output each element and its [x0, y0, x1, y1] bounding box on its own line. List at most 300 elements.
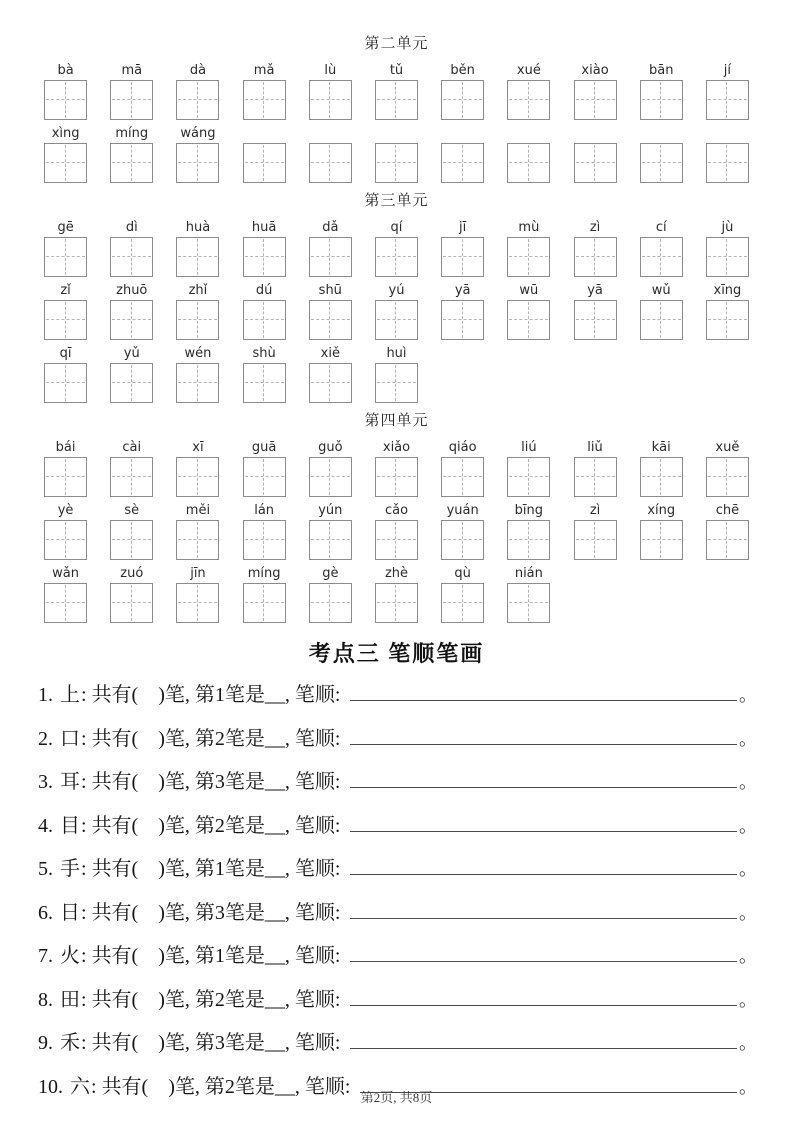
answer-underline[interactable]	[350, 960, 737, 962]
unit-section	[0, 189, 793, 407]
question-character: 禾	[60, 1032, 80, 1054]
writing-grid-box[interactable]	[176, 583, 219, 623]
grid-cell	[430, 218, 496, 281]
writing-grid-box[interactable]	[176, 80, 219, 120]
question-text-part2: 笔是__, 笔顺:	[234, 1075, 351, 1098]
writing-grid-box[interactable]	[176, 237, 219, 277]
question-period: 。	[739, 946, 757, 966]
question-stroke-number: 2	[224, 1075, 235, 1098]
grid-cell	[562, 281, 628, 344]
grid-cell	[363, 218, 429, 281]
pinyin-label: xué	[516, 63, 541, 78]
writing-grid-box[interactable]	[507, 457, 550, 497]
question-line	[38, 983, 757, 1027]
writing-grid-box[interactable]	[243, 363, 286, 403]
writing-grid-box[interactable]	[640, 143, 683, 183]
grid-cell	[33, 564, 99, 627]
pinyin-label: chē	[715, 503, 740, 518]
question-number: 9.	[38, 1032, 53, 1054]
pinyin-label: liú	[521, 440, 537, 455]
grid-cell	[231, 61, 297, 124]
question-stroke-number: 2	[214, 814, 225, 837]
writing-grid-box[interactable]	[243, 583, 286, 623]
grid-cell	[165, 438, 231, 501]
pinyin-label: wǎn	[52, 566, 79, 581]
pinyin-label: guā	[251, 440, 277, 455]
pinyin-label: sè	[124, 503, 140, 518]
question-character: 六	[70, 1075, 90, 1098]
writing-grid-box[interactable]	[110, 457, 153, 497]
pinyin-label: yǔ	[123, 346, 140, 361]
exercise-heading: 考点三 笔顺笔画	[308, 641, 485, 666]
writing-grid-box[interactable]	[243, 520, 286, 560]
question-colon: :	[81, 901, 92, 924]
question-text-part1: 共有( )笔, 第	[91, 727, 215, 750]
pinyin-label: běn	[450, 63, 475, 78]
pinyin-label: dǎ	[322, 220, 339, 235]
pinyin-label: zì	[589, 503, 601, 518]
pinyin-label: cí	[655, 220, 667, 235]
writing-grid-box[interactable]	[375, 237, 418, 277]
question-text-part1: 共有( )笔, 第	[91, 945, 215, 967]
question-number: 8.	[38, 988, 53, 1011]
writing-grid-box[interactable]	[507, 143, 550, 183]
writing-grid-box[interactable]	[44, 143, 87, 183]
pinyin-label: shù	[252, 346, 276, 361]
pinyin-label: jī	[459, 220, 467, 235]
grid-cell	[165, 501, 231, 564]
writing-grid-box[interactable]	[309, 300, 352, 340]
unit-title: 第二单元	[364, 36, 429, 52]
pinyin-label: gē	[57, 220, 74, 235]
writing-grid-box[interactable]	[574, 237, 617, 277]
grid-cell	[33, 124, 99, 187]
writing-grid-box[interactable]	[243, 143, 286, 183]
pinyin-grid-row	[33, 61, 761, 124]
grid-cell	[99, 218, 165, 281]
writing-grid-box[interactable]	[176, 143, 219, 183]
pinyin-grid-row	[33, 501, 761, 564]
question-text-part2: 笔是__, 笔顺:	[224, 727, 341, 750]
writing-grid-box[interactable]	[44, 300, 87, 340]
pinyin-grid-row	[33, 438, 761, 501]
question-colon: :	[81, 858, 92, 880]
question-text-part2: 笔是__, 笔顺:	[224, 858, 341, 880]
question-colon: :	[81, 814, 92, 837]
writing-grid-box[interactable]	[640, 520, 683, 560]
grid-cell	[99, 61, 165, 124]
writing-grid-box[interactable]	[110, 520, 153, 560]
question-period: 。	[739, 1076, 757, 1097]
writing-grid-box[interactable]	[176, 300, 219, 340]
question-number: 2.	[38, 727, 53, 750]
grid-cell	[231, 124, 297, 187]
pinyin-label: cài	[122, 440, 142, 455]
pinyin-label: qù	[454, 566, 471, 581]
question-stroke-number: 3	[214, 1032, 225, 1054]
question-character: 目	[60, 814, 80, 837]
answer-underline[interactable]	[350, 743, 737, 745]
writing-grid-box[interactable]	[441, 520, 484, 560]
grid-cell	[33, 344, 99, 407]
grid-cell	[628, 438, 694, 501]
question-character: 日	[60, 901, 80, 924]
answer-underline[interactable]	[350, 786, 737, 788]
question-character: 口	[60, 727, 80, 750]
question-text-part2: 笔是__, 笔顺:	[224, 1032, 341, 1054]
writing-grid-box[interactable]	[243, 237, 286, 277]
writing-grid-box[interactable]	[176, 520, 219, 560]
question-line	[38, 896, 757, 940]
question-period: 。	[739, 815, 757, 836]
pinyin-grid-row	[33, 281, 761, 344]
writing-grid-box[interactable]	[309, 237, 352, 277]
pinyin-label: nián	[514, 566, 543, 581]
question-line	[38, 1026, 757, 1070]
grid-cell	[562, 124, 628, 187]
writing-grid-box[interactable]	[309, 143, 352, 183]
pinyin-label: huà	[185, 220, 211, 235]
pinyin-label: xiǎo	[382, 440, 411, 455]
stroke-order-questions	[38, 678, 757, 1113]
writing-grid-box[interactable]	[375, 457, 418, 497]
grid-cell	[496, 438, 562, 501]
grid-cell	[430, 438, 496, 501]
grid-cell	[496, 61, 562, 124]
question-character: 耳	[60, 771, 80, 793]
grid-cell	[363, 281, 429, 344]
writing-grid-box[interactable]	[507, 520, 550, 560]
question-text-part1: 共有( )笔, 第	[101, 1075, 225, 1098]
question-line	[38, 852, 757, 896]
page-footer: 第2页, 共8页	[360, 1090, 433, 1105]
question-colon: :	[81, 727, 92, 750]
pinyin-label: yuán	[446, 503, 479, 518]
pinyin-units-area	[0, 32, 793, 627]
writing-grid-box[interactable]	[441, 457, 484, 497]
writing-grid-box[interactable]	[309, 363, 352, 403]
writing-grid-box[interactable]	[243, 300, 286, 340]
question-number: 1.	[38, 684, 53, 706]
unit-section	[0, 409, 793, 627]
writing-grid-box[interactable]	[110, 143, 153, 183]
pinyin-label: jù	[721, 220, 734, 235]
pinyin-label: mā	[121, 63, 143, 78]
question-text-part2: 笔是__, 笔顺:	[224, 988, 341, 1011]
pinyin-label: wǔ	[651, 283, 671, 298]
writing-grid-box[interactable]	[44, 520, 87, 560]
writing-grid-box[interactable]	[441, 143, 484, 183]
writing-grid-box[interactable]	[574, 300, 617, 340]
question-stroke-number: 2	[214, 727, 225, 750]
grid-cell	[496, 281, 562, 344]
question-text-part2: 笔是__, 笔顺:	[224, 945, 341, 967]
question-text-part1: 共有( )笔, 第	[91, 988, 215, 1011]
question-character: 火	[60, 945, 80, 967]
unit-title: 第三单元	[364, 193, 429, 209]
pinyin-grid-row	[33, 124, 761, 187]
writing-grid-box[interactable]	[441, 80, 484, 120]
grid-cell	[297, 124, 363, 187]
grid-cell	[363, 501, 429, 564]
grid-cell	[99, 501, 165, 564]
pinyin-label: yā	[454, 283, 471, 298]
question-line	[38, 939, 757, 983]
grid-cell	[430, 124, 496, 187]
writing-grid-box[interactable]	[309, 457, 352, 497]
question-number: 10.	[38, 1075, 63, 1098]
pinyin-label: jīn	[190, 566, 206, 581]
grid-cell	[694, 438, 760, 501]
grid-cell	[297, 344, 363, 407]
question-stroke-number: 1	[214, 858, 225, 880]
question-stroke-number: 1	[214, 684, 225, 706]
pinyin-label: bà	[57, 63, 74, 78]
pinyin-label: dì	[125, 220, 138, 235]
pinyin-label: xuě	[715, 440, 740, 455]
answer-underline[interactable]	[350, 1004, 737, 1006]
grid-cell	[628, 501, 694, 564]
answer-underline[interactable]	[350, 873, 737, 875]
unit-section	[0, 32, 793, 187]
pinyin-label: xiě	[320, 346, 340, 361]
answer-underline[interactable]	[350, 917, 737, 919]
question-number: 6.	[38, 901, 53, 924]
grid-cell	[231, 344, 297, 407]
grid-cell	[297, 438, 363, 501]
pinyin-label: wáng	[180, 126, 216, 141]
writing-grid-box[interactable]	[110, 80, 153, 120]
question-period: 。	[739, 728, 757, 749]
pinyin-label: cǎo	[384, 503, 409, 518]
question-line	[38, 765, 757, 809]
pinyin-label: xī	[192, 440, 204, 455]
grid-cell	[165, 344, 231, 407]
pinyin-label: zì	[589, 220, 601, 235]
grid-cell	[628, 61, 694, 124]
pinyin-label: xíng	[647, 503, 676, 518]
pinyin-label: bān	[648, 63, 674, 78]
writing-grid-box[interactable]	[309, 583, 352, 623]
writing-grid-box[interactable]	[44, 363, 87, 403]
answer-underline[interactable]	[350, 1047, 737, 1049]
writing-grid-box[interactable]	[640, 237, 683, 277]
pinyin-label: zǐ	[60, 283, 71, 298]
grid-cell	[165, 564, 231, 627]
writing-grid-box[interactable]	[375, 520, 418, 560]
pinyin-label: wén	[184, 346, 212, 361]
grid-cell	[231, 564, 297, 627]
writing-grid-box[interactable]	[574, 457, 617, 497]
grid-cell	[165, 124, 231, 187]
pinyin-label: zhuō	[116, 283, 148, 298]
question-colon: :	[81, 945, 92, 967]
grid-cell	[165, 61, 231, 124]
writing-grid-box[interactable]	[375, 583, 418, 623]
writing-grid-box[interactable]	[640, 300, 683, 340]
writing-grid-box[interactable]	[375, 80, 418, 120]
question-period: 。	[739, 989, 757, 1010]
writing-grid-box[interactable]	[507, 80, 550, 120]
grid-cell	[496, 564, 562, 627]
grid-cell	[363, 438, 429, 501]
grid-cell	[562, 218, 628, 281]
writing-grid-box[interactable]	[375, 363, 418, 403]
writing-grid-box[interactable]	[375, 143, 418, 183]
question-period: 。	[739, 772, 757, 792]
writing-grid-box[interactable]	[441, 237, 484, 277]
grid-cell	[496, 218, 562, 281]
writing-grid-box[interactable]	[110, 583, 153, 623]
grid-cell	[33, 438, 99, 501]
question-line	[38, 722, 757, 766]
question-character: 上	[60, 684, 80, 706]
grid-cell	[99, 124, 165, 187]
pinyin-label: xìng	[51, 126, 80, 141]
writing-grid-box[interactable]	[706, 300, 749, 340]
grid-cell	[33, 281, 99, 344]
writing-grid-box[interactable]	[706, 520, 749, 560]
writing-grid-box[interactable]	[309, 520, 352, 560]
pinyin-label: yā	[587, 283, 603, 298]
answer-underline[interactable]	[350, 830, 737, 832]
grid-cell	[363, 124, 429, 187]
question-period: 。	[739, 1033, 757, 1053]
writing-grid-box[interactable]	[110, 300, 153, 340]
pinyin-label: měi	[185, 503, 211, 518]
question-line	[38, 809, 757, 853]
grid-cell	[33, 501, 99, 564]
grid-cell	[297, 501, 363, 564]
grid-cell	[562, 501, 628, 564]
writing-grid-box[interactable]	[309, 80, 352, 120]
pinyin-label: mǎ	[253, 63, 275, 78]
question-text-part1: 共有( )笔, 第	[91, 858, 215, 880]
writing-grid-box[interactable]	[706, 457, 749, 497]
question-text-part1: 共有( )笔, 第	[91, 771, 215, 793]
writing-grid-box[interactable]	[243, 457, 286, 497]
pinyin-label: míng	[115, 126, 149, 141]
grid-cell	[562, 61, 628, 124]
pinyin-label: huā	[251, 220, 277, 235]
writing-grid-box[interactable]	[706, 237, 749, 277]
writing-grid-box[interactable]	[706, 143, 749, 183]
grid-cell	[694, 501, 760, 564]
question-stroke-number: 1	[214, 945, 225, 967]
pinyin-label: zhè	[384, 566, 409, 581]
pinyin-label: bīng	[514, 503, 544, 518]
pinyin-label: dú	[255, 283, 273, 298]
question-colon: :	[81, 684, 92, 706]
pinyin-grid-row	[33, 564, 761, 627]
writing-grid-box[interactable]	[243, 80, 286, 120]
writing-grid-box[interactable]	[574, 520, 617, 560]
pinyin-label: yè	[57, 503, 74, 518]
grid-cell	[297, 218, 363, 281]
pinyin-label: yún	[318, 503, 343, 518]
grid-cell	[430, 564, 496, 627]
writing-grid-box[interactable]	[640, 457, 683, 497]
grid-cell	[430, 61, 496, 124]
pinyin-label: jí	[723, 63, 732, 78]
writing-grid-box[interactable]	[44, 237, 87, 277]
pinyin-label: liǔ	[587, 440, 603, 455]
writing-grid-box[interactable]	[574, 80, 617, 120]
pinyin-label: guǒ	[318, 440, 343, 455]
writing-grid-box[interactable]	[441, 300, 484, 340]
grid-cell	[496, 124, 562, 187]
pinyin-label: xiào	[581, 63, 609, 78]
writing-grid-box[interactable]	[44, 80, 87, 120]
question-character: 手	[60, 858, 80, 880]
question-colon: :	[81, 1032, 92, 1054]
writing-grid-box[interactable]	[441, 583, 484, 623]
writing-grid-box[interactable]	[176, 363, 219, 403]
grid-cell	[297, 281, 363, 344]
writing-grid-box[interactable]	[507, 300, 550, 340]
pinyin-label: dà	[189, 63, 207, 78]
pinyin-label: qī	[59, 346, 72, 361]
grid-cell	[363, 61, 429, 124]
grid-cell	[231, 501, 297, 564]
writing-grid-box[interactable]	[110, 237, 153, 277]
question-period: 。	[739, 902, 757, 923]
grid-cell	[99, 564, 165, 627]
writing-grid-box[interactable]	[507, 583, 550, 623]
pinyin-label: bái	[55, 440, 76, 455]
question-period: 。	[739, 859, 757, 879]
pinyin-label: mù	[518, 220, 540, 235]
pinyin-label: lán	[254, 503, 275, 518]
answer-underline[interactable]	[350, 699, 737, 701]
grid-cell	[99, 281, 165, 344]
grid-cell	[297, 61, 363, 124]
question-stroke-number: 2	[214, 988, 225, 1011]
grid-cell	[363, 564, 429, 627]
grid-cell	[165, 281, 231, 344]
question-number: 3.	[38, 771, 53, 793]
question-text-part2: 笔是__, 笔顺:	[224, 901, 341, 924]
writing-grid-box[interactable]	[706, 80, 749, 120]
writing-grid-box[interactable]	[507, 237, 550, 277]
pinyin-label: zhǐ	[188, 283, 208, 298]
writing-grid-box[interactable]	[176, 457, 219, 497]
grid-cell	[231, 438, 297, 501]
writing-grid-box[interactable]	[574, 143, 617, 183]
grid-cell	[694, 218, 760, 281]
pinyin-label: míng	[247, 566, 281, 581]
writing-grid-box[interactable]	[44, 457, 87, 497]
pinyin-grid-row	[33, 344, 761, 407]
grid-cell	[430, 501, 496, 564]
question-text-part1: 共有( )笔, 第	[91, 684, 215, 706]
unit-title: 第四单元	[364, 413, 429, 429]
writing-grid-box[interactable]	[375, 300, 418, 340]
writing-grid-box[interactable]	[44, 583, 87, 623]
pinyin-label: xīng	[713, 283, 742, 298]
question-colon: :	[81, 988, 92, 1011]
grid-cell	[99, 344, 165, 407]
grid-cell	[628, 218, 694, 281]
writing-grid-box[interactable]	[110, 363, 153, 403]
question-stroke-number: 3	[214, 901, 225, 924]
grid-cell	[430, 281, 496, 344]
grid-cell	[33, 218, 99, 281]
writing-grid-box[interactable]	[640, 80, 683, 120]
grid-cell	[694, 124, 760, 187]
grid-cell	[363, 344, 429, 407]
pinyin-label: gè	[322, 566, 339, 581]
